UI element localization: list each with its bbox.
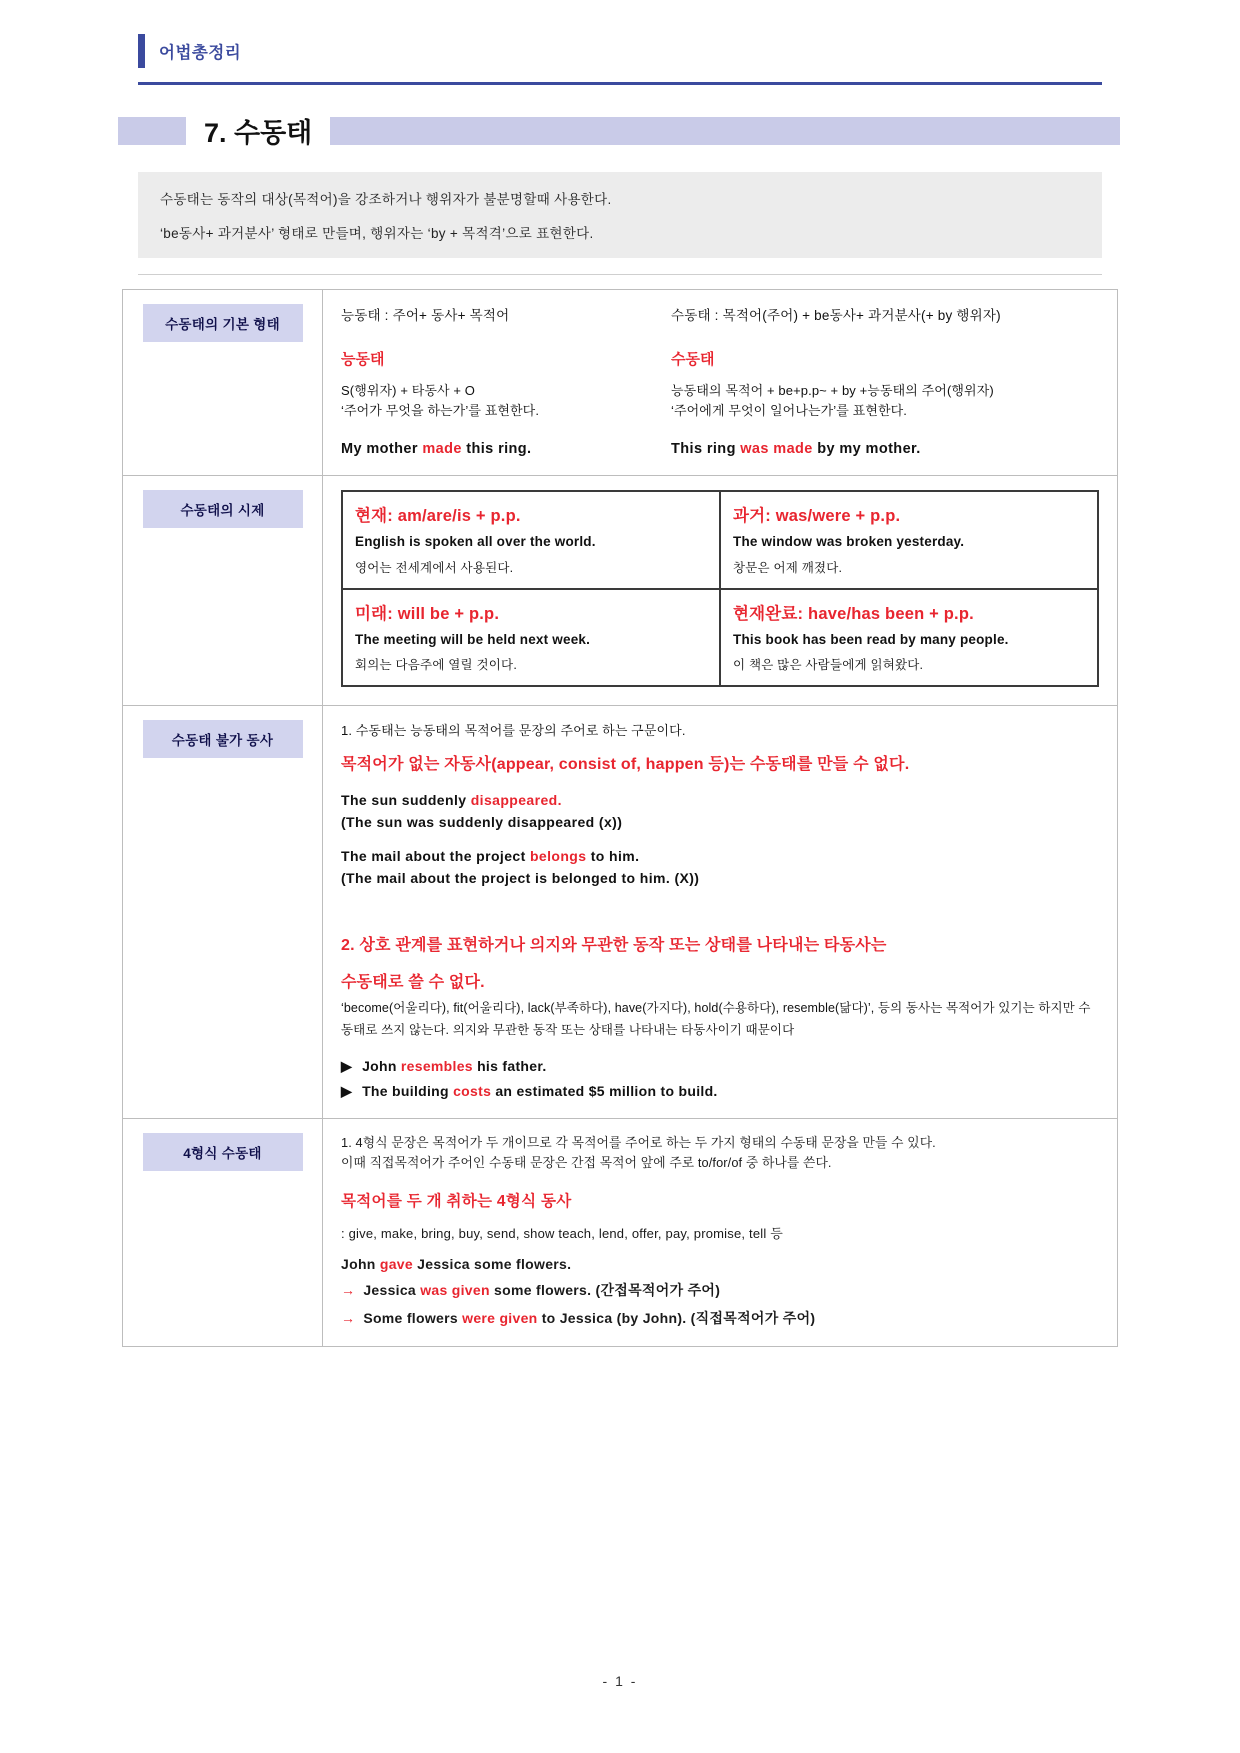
four-res1-red: was given bbox=[420, 1282, 490, 1299]
intro-divider bbox=[138, 274, 1102, 275]
header-title: 어법총정리 bbox=[159, 44, 242, 62]
header-divider bbox=[138, 82, 1102, 85]
impossible-bullet1-post: his father. bbox=[472, 1057, 547, 1074]
tense-english-present: English is spoken all over the world. bbox=[355, 534, 596, 550]
basic-active-example-pre: My mother bbox=[341, 441, 423, 458]
basic-passive-example-post: by my mother. bbox=[812, 441, 921, 458]
intro-line-1: 수동태는 동작의 대상(목적어)을 강조하거나 행위자가 불분명할때 사용한다. bbox=[160, 192, 612, 207]
tense-korean-present: 영어는 전세계에서 사용된다. bbox=[355, 560, 514, 575]
impossible-bullet-2 bbox=[341, 1083, 1099, 1100]
tense-title-past: 과거: was/were + p.p. bbox=[733, 507, 901, 526]
basic-active-example-red: made bbox=[422, 441, 462, 458]
basic-active-col bbox=[341, 348, 671, 457]
section-label-tense: 수동태의 시제 bbox=[143, 490, 303, 528]
section-label-four: 4형식 수동태 bbox=[143, 1133, 303, 1171]
four-result-2 bbox=[341, 1308, 1099, 1328]
basic-active-example bbox=[341, 441, 671, 457]
impossible-example-1-wrong: (The sun was suddenly disappeared (x)) bbox=[341, 813, 623, 830]
basic-active-head: 능동태 bbox=[341, 351, 385, 368]
impossible-example-1 bbox=[341, 792, 1099, 808]
basic-active-line1: S(행위자) + 타동사 + O bbox=[341, 383, 476, 398]
page-title: 7. 수동태 bbox=[204, 118, 313, 148]
label-cell-tense bbox=[123, 476, 323, 706]
spacer-1 bbox=[341, 774, 1099, 792]
basic-passive-example-red: was made bbox=[740, 441, 813, 458]
tense-grid bbox=[341, 490, 1099, 687]
tense-korean-past: 창문은 어제 깨졌다. bbox=[733, 560, 843, 575]
basic-columns bbox=[341, 348, 1099, 457]
impossible-item2-red-2: 수동태로 쓸 수 없다. bbox=[341, 973, 485, 991]
four-res2-red: were given bbox=[462, 1310, 538, 1327]
four-verb-list: : give, make, bring, buy, send, show teach, lend, offer, pay, promise, tell 등 bbox=[341, 1226, 784, 1242]
tense-title-present-perfect: 현재완료: have/has been + p.p. bbox=[733, 604, 974, 623]
basic-active-formula: 능동태 : 주어+ 동사+ 목적어 bbox=[341, 308, 510, 323]
basic-passive-example bbox=[671, 441, 1099, 457]
tense-cell-present-perfect bbox=[720, 589, 1098, 686]
basic-passive-col bbox=[671, 348, 1099, 457]
header-row bbox=[0, 34, 1240, 68]
impossible-bullet2-post: an estimated $5 million to build. bbox=[491, 1082, 718, 1099]
impossible-bullet2-pre: The building bbox=[362, 1082, 454, 1099]
intro-line-2: ‘be동사+ 과거분사’ 형태로 만들며, 행위자는 ‘by + 목적격’으로 표현한다. bbox=[160, 226, 594, 241]
page-number: - 1 - bbox=[602, 1673, 638, 1689]
four-ex-pre: John bbox=[341, 1256, 380, 1273]
impossible-bullet1-pre: John bbox=[362, 1057, 401, 1074]
body-cell-impossible bbox=[323, 705, 1118, 1118]
four-ex-red: gave bbox=[379, 1256, 413, 1273]
table-row-four bbox=[123, 1118, 1118, 1347]
four-res1-post: some flowers. (간접목적어가 주어) bbox=[489, 1282, 721, 1299]
impossible-example-2-wrong: (The mail about the project is belonged to him. (X)) bbox=[341, 869, 700, 886]
four-example bbox=[341, 1256, 1099, 1272]
impossible-paragraph: ‘become(어울리다), fit(어울리다), lack(부족하다), have(가지다), hold(수용하다), resemble(닮다)’, 등의 동사는 목적어가 있기는 하지만 수동태로 쓰지 않는다. 의지와 무관한 동작 또는 상태를 나타내는 타동사이기 때문이다 bbox=[341, 1000, 1091, 1037]
impossible-example-2 bbox=[341, 848, 1099, 864]
table-row-impossible bbox=[123, 705, 1118, 1118]
four-intro-line-1: 1. 4형식 문장은 목적어가 두 개이므로 각 목적어를 주어로 하는 두 가지 형태의 수동태 문장을 만들 수 있다. bbox=[341, 1134, 936, 1150]
section-title-band bbox=[0, 111, 1240, 150]
impossible-item1-red: 목적어가 없는 자동사(appear, consist of, happen 등)는 수동태를 만들 수 없다. bbox=[341, 755, 910, 773]
section-label-impossible: 수동태 불가 동사 bbox=[143, 720, 303, 758]
four-res1-pre: Jessica bbox=[363, 1282, 421, 1299]
tense-korean-present-perfect: 이 책은 많은 사람들에게 읽혀왔다. bbox=[733, 657, 924, 672]
impossible-ex1-pre: The sun suddenly bbox=[341, 791, 471, 808]
tense-title-present: 현재: am/are/is + p.p. bbox=[355, 507, 521, 526]
tense-english-past: The window was broken yesterday. bbox=[733, 534, 965, 550]
tense-korean-future: 회의는 다음주에 열릴 것이다. bbox=[355, 657, 517, 672]
four-content bbox=[341, 1133, 1099, 1329]
impossible-ex2-post: to him. bbox=[586, 847, 640, 864]
spacer-3 bbox=[341, 886, 1099, 920]
label-cell-four bbox=[123, 1118, 323, 1347]
four-redhead: 목적어를 두 개 취하는 4형식 동사 bbox=[341, 1193, 572, 1211]
basic-passive-line1: 능동태의 목적어 + be+p.p~ + by +능동태의 주어(행위자) bbox=[671, 383, 994, 398]
label-cell-basic bbox=[123, 290, 323, 476]
basic-active-line2: ‘주어가 무엇을 하는가’를 표현한다. bbox=[341, 403, 540, 419]
page-header bbox=[0, 0, 1240, 85]
four-ex-post: Jessica some flowers. bbox=[412, 1256, 572, 1273]
four-intro-line-2: 이때 직접목적어가 주어인 수동태 문장은 간접 목적어 앞에 주로 to/for/of 중 하나를 쓴다. bbox=[341, 1155, 832, 1170]
four-result-1 bbox=[341, 1280, 1099, 1300]
tense-english-present-perfect: This book has been read by many people. bbox=[733, 631, 1009, 647]
band-left-block bbox=[118, 117, 186, 145]
basic-passive-head: 수동태 bbox=[671, 351, 715, 368]
basic-active-example-post: this ring. bbox=[461, 441, 532, 458]
impossible-item2-red-1: 2. 상호 관계를 표현하거나 의지와 무관한 동작 또는 상태를 나타내는 타동사는 bbox=[341, 936, 887, 954]
basic-passive-example-pre: This ring bbox=[671, 441, 741, 458]
body-cell-four bbox=[323, 1118, 1118, 1347]
spacer-2 bbox=[341, 830, 1099, 848]
tense-cell-present bbox=[342, 491, 720, 588]
basic-passive-formula: 수동태 : 목적어(주어) + be동사+ 과거분사(+ by 행위자) bbox=[671, 308, 1001, 323]
four-res2-pre: Some flowers bbox=[363, 1310, 463, 1327]
tense-english-future: The meeting will be held next week. bbox=[355, 631, 591, 647]
arrow-icon-1: → bbox=[341, 1282, 356, 1299]
four-res2-post: to Jessica (by John). (직접목적어가 주어) bbox=[537, 1310, 816, 1327]
bullet-arrow-icon-2: ▶ bbox=[341, 1082, 353, 1099]
tense-cell-past bbox=[720, 491, 1098, 588]
header-accent-bar bbox=[138, 34, 145, 68]
basic-top-row bbox=[341, 304, 1099, 324]
tense-cell-future bbox=[342, 589, 720, 686]
content-table bbox=[122, 289, 1118, 1347]
basic-passive-line2: ‘주어에게 무엇이 일어나는가’를 표현한다. bbox=[671, 403, 908, 419]
body-cell-tense bbox=[323, 476, 1118, 706]
impossible-content bbox=[341, 720, 1099, 1100]
bullet-arrow-icon: ▶ bbox=[341, 1057, 353, 1074]
table-row-basic bbox=[123, 290, 1118, 476]
spacer-4 bbox=[341, 1042, 1099, 1050]
impossible-item1-num: 1. 수동태는 능동태의 목적어를 문장의 주어로 하는 구문이다. bbox=[341, 722, 686, 738]
impossible-ex2-red: belongs bbox=[529, 847, 587, 864]
impossible-bullet1-red: resembles bbox=[400, 1057, 473, 1074]
section-label-basic: 수동태의 기본 형태 bbox=[143, 304, 303, 342]
impossible-ex2-pre: The mail about the project bbox=[341, 847, 530, 864]
impossible-ex1-red: disappeared. bbox=[470, 791, 562, 808]
arrow-icon-2: → bbox=[341, 1310, 356, 1327]
band-right-block bbox=[330, 117, 1120, 145]
tense-title-future: 미래: will be + p.p. bbox=[355, 604, 500, 623]
impossible-bullet-1 bbox=[341, 1058, 1099, 1075]
table-row-tense bbox=[123, 476, 1118, 706]
body-cell-basic bbox=[323, 290, 1118, 476]
impossible-bullet2-red: costs bbox=[453, 1082, 492, 1099]
intro-box bbox=[138, 172, 1102, 258]
label-cell-impossible bbox=[123, 705, 323, 1118]
